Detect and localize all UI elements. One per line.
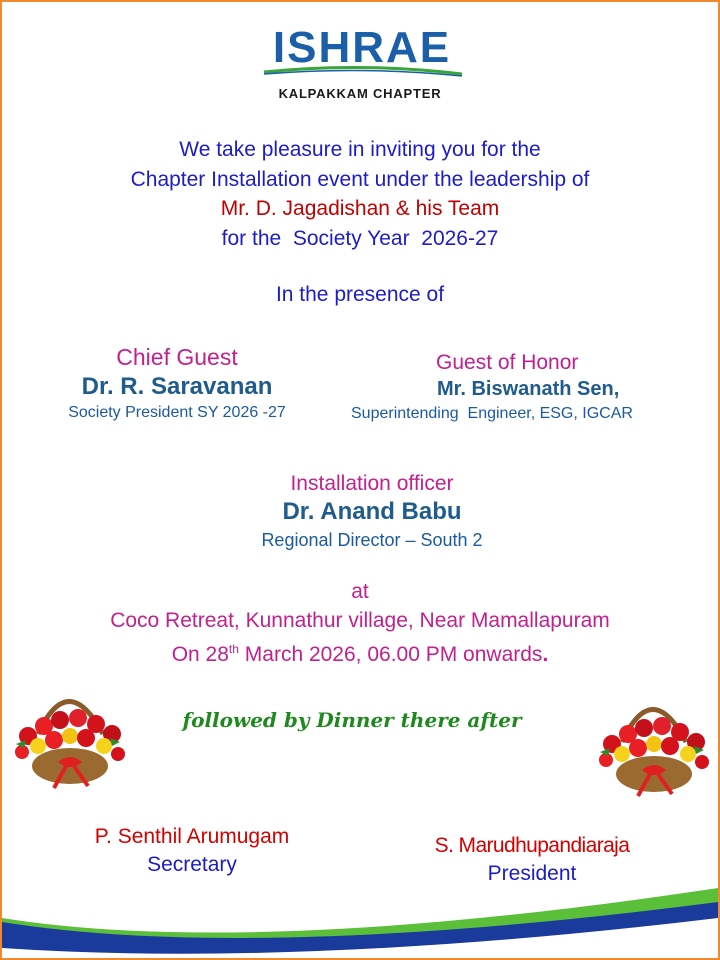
intro-line-1: We take pleasure in inviting you for the xyxy=(179,138,541,161)
chief-guest-title: Society President SY 2026 -27 xyxy=(68,404,286,421)
venue-date-rest: March 2026, 06.00 PM onwards xyxy=(238,643,543,666)
secretary-block xyxy=(62,825,322,877)
venue-date-prefix: On 28 xyxy=(171,643,229,666)
guest-of-honor-name: Mr. Biswanath Sen, xyxy=(437,378,620,400)
flower-basket-icon xyxy=(8,674,128,794)
venue-block xyxy=(2,577,718,669)
installation-officer-role: Installation officer xyxy=(290,472,454,495)
venue-place: Coco Retreat, Kunnathur village, Near Mamallapuram xyxy=(110,609,610,632)
swoosh-graphic xyxy=(2,888,718,958)
flower-basket-icon xyxy=(594,682,714,802)
installation-officer-name: Dr. Anand Babu xyxy=(282,498,462,525)
chapter-name: KALPAKKAM CHAPTER xyxy=(278,86,442,101)
dinner-note: followed by Dinner there after xyxy=(182,708,522,732)
installation-officer-block xyxy=(202,472,542,551)
venue-date-end: . xyxy=(542,643,549,666)
intro-line-2: Chapter Installation event under the leadership of xyxy=(130,167,590,191)
venue-at: at xyxy=(351,580,369,603)
installation-officer-title: Regional Director – South 2 xyxy=(261,530,483,550)
flower-basket-right xyxy=(594,682,714,802)
intro-block xyxy=(2,135,718,253)
secretary-name: P. Senthil Arumugam xyxy=(94,825,290,848)
president-name: S. Marudhupandiaraja xyxy=(434,834,630,857)
chief-guest-role: Chief Guest xyxy=(116,344,238,370)
intro-leader: Mr. D. Jagadishan & his Team xyxy=(220,197,500,220)
guest-of-honor-block xyxy=(347,351,717,423)
guest-of-honor-title: Superintending Engineer, ESG, IGCAR xyxy=(351,405,633,422)
ishrae-logo-mark xyxy=(252,24,472,90)
venue-date xyxy=(2,635,718,669)
logo-wordmark: ISHRAE xyxy=(272,24,452,72)
guest-of-honor-role: Guest of Honor xyxy=(436,351,579,374)
chief-guest-name: Dr. R. Saravanan xyxy=(81,373,273,400)
presence-text: In the presence of xyxy=(275,283,445,306)
venue-date-suffix-sup: th xyxy=(228,642,239,656)
intro-line-4: for the Society Year 2026-27 xyxy=(221,226,499,250)
president-role: President xyxy=(487,862,577,885)
president-block xyxy=(397,834,667,886)
flower-basket-left xyxy=(8,674,128,794)
chief-guest-block xyxy=(12,344,342,422)
bottom-swoosh xyxy=(2,888,718,958)
secretary-role: Secretary xyxy=(147,853,237,876)
